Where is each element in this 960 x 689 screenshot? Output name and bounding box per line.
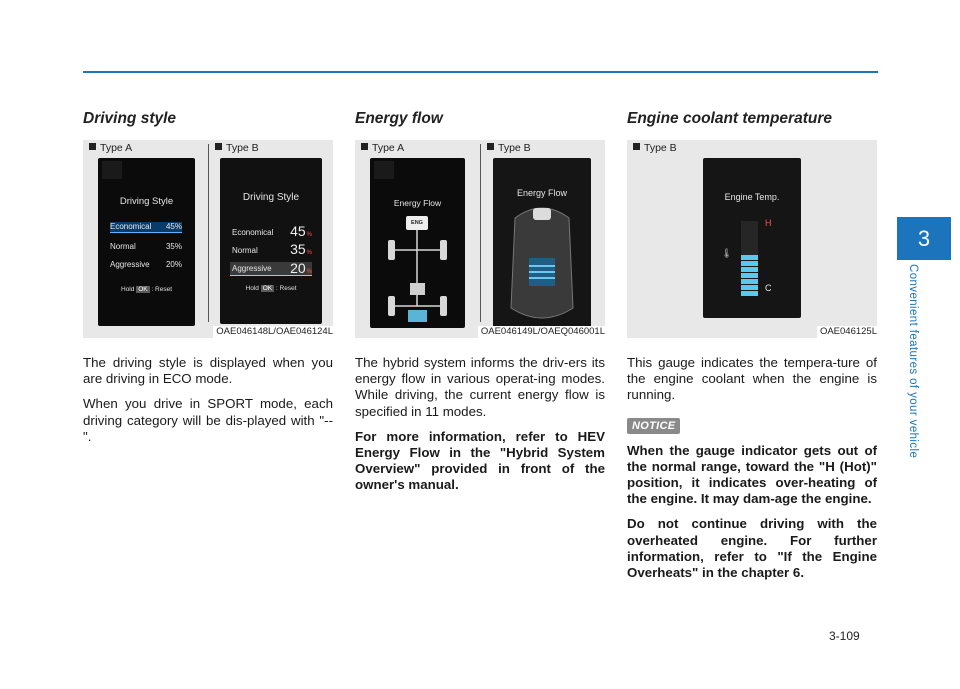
car-top-view xyxy=(493,158,591,328)
figure-divider xyxy=(480,144,481,322)
chapter-tab: 3 xyxy=(897,217,951,260)
wheel-icon xyxy=(388,296,395,316)
energy-flow-screen-a xyxy=(370,158,465,328)
driving-style-heading: Driving style xyxy=(83,110,177,127)
paragraph: The driving style is displayed when you are driving in ECO mode. xyxy=(83,355,333,387)
type-b-label: Type B xyxy=(215,142,259,154)
value-normal: 35% xyxy=(290,241,312,257)
bold-paragraph: For more information, refer to HEV Energy Flow in the "Hybrid System Overview" provided in front of the owner's manual. xyxy=(355,428,605,493)
figure-code: OAE046125L xyxy=(817,326,877,338)
engine-temp-screen xyxy=(703,158,801,318)
label-economical: Economical xyxy=(232,228,274,237)
square-bullet-icon xyxy=(633,143,640,150)
engine-coolant-heading: Engine coolant temperature xyxy=(627,110,832,127)
figure-divider xyxy=(208,144,209,322)
row-economical: Economical 45% xyxy=(110,222,182,231)
battery-level-icon xyxy=(408,310,427,322)
section-driving-style xyxy=(83,108,333,445)
engine-coolant-figure xyxy=(627,140,877,338)
square-bullet-icon xyxy=(361,143,368,150)
label-normal: Normal xyxy=(232,246,258,255)
energy-flow-screen-b xyxy=(493,158,591,328)
square-bullet-icon xyxy=(89,143,96,150)
figure-code: OAE046148L/OAE046124L xyxy=(213,326,333,338)
paragraph: The hybrid system informs the driv-ers its energy flow in various operat-ing modes. While driving, the current energy flow is specified in 11 modes. xyxy=(355,355,605,419)
row-normal: Normal 35% xyxy=(110,242,182,251)
screen-title: Driving Style xyxy=(242,192,300,203)
type-a-label: Type A xyxy=(361,142,404,154)
screen-title: Energy Flow xyxy=(516,188,568,198)
paragraph: When you drive in SPORT mode, each driving category will be dis-played with "--". xyxy=(83,396,333,444)
notice-paragraph: When the gauge indicator gets out of the normal range, toward the "H (Hot)" position, it indicates over-heating of the engine. It may dam-age the engine. xyxy=(627,442,877,507)
notice-paragraph: Do not continue driving with the overheated engine. For further information, refer to "If the Engine Overheats" in the chapter 6. xyxy=(627,516,877,581)
energy-flow-diagram xyxy=(370,158,465,328)
energy-flow-figure xyxy=(355,140,605,338)
energy-flow-heading: Energy flow xyxy=(355,110,443,127)
eng-label: ENG xyxy=(411,220,423,226)
square-bullet-icon xyxy=(215,143,222,150)
driving-style-screen-b xyxy=(220,158,322,324)
paragraph: This gauge indicates the tempera-ture of the engine coolant when the engine is running. xyxy=(627,355,877,403)
temp-gauge-fill xyxy=(741,255,758,296)
wheel-icon xyxy=(440,296,447,316)
cold-label: C xyxy=(765,283,772,293)
hold-reset-hint: Hold OK : Reset xyxy=(245,285,297,292)
section-energy-flow xyxy=(355,108,605,494)
type-b-label: Type B xyxy=(487,142,531,154)
row-aggressive: Aggressive 20% xyxy=(110,260,182,269)
square-bullet-icon xyxy=(487,143,494,150)
wheel-icon xyxy=(440,240,447,260)
engine-icon xyxy=(533,208,551,220)
driving-style-figure xyxy=(83,140,333,338)
chapter-side-title: Convenient features of your vehicle xyxy=(907,264,919,459)
type-b-label: Type B xyxy=(633,142,677,154)
hold-reset-hint: Hold OK : Reset xyxy=(121,286,172,293)
screen-corner-box xyxy=(102,161,122,179)
thermometer-icon: 🌡 xyxy=(721,248,733,258)
screen-title: Energy Flow xyxy=(393,198,442,208)
value-economical: 45% xyxy=(290,223,312,239)
wheel-icon xyxy=(388,240,395,260)
screen-title: Engine Temp. xyxy=(724,192,780,202)
temp-gauge-track xyxy=(741,221,758,296)
type-a-label: Type A xyxy=(89,142,132,154)
driving-style-screen-a xyxy=(98,158,195,326)
label-aggressive: Aggressive xyxy=(232,264,272,273)
hot-label: H xyxy=(765,218,772,228)
figure-code: OAE046149L/OAEQ046001L xyxy=(478,326,605,338)
notice-badge: NOTICE xyxy=(627,418,680,434)
value-aggressive: 20% xyxy=(290,260,312,276)
section-engine-coolant xyxy=(627,108,877,581)
page-number: 3-109 xyxy=(829,629,860,643)
screen-title: Driving Style xyxy=(119,196,174,207)
battery-icon xyxy=(410,283,425,295)
top-rule xyxy=(83,71,878,73)
